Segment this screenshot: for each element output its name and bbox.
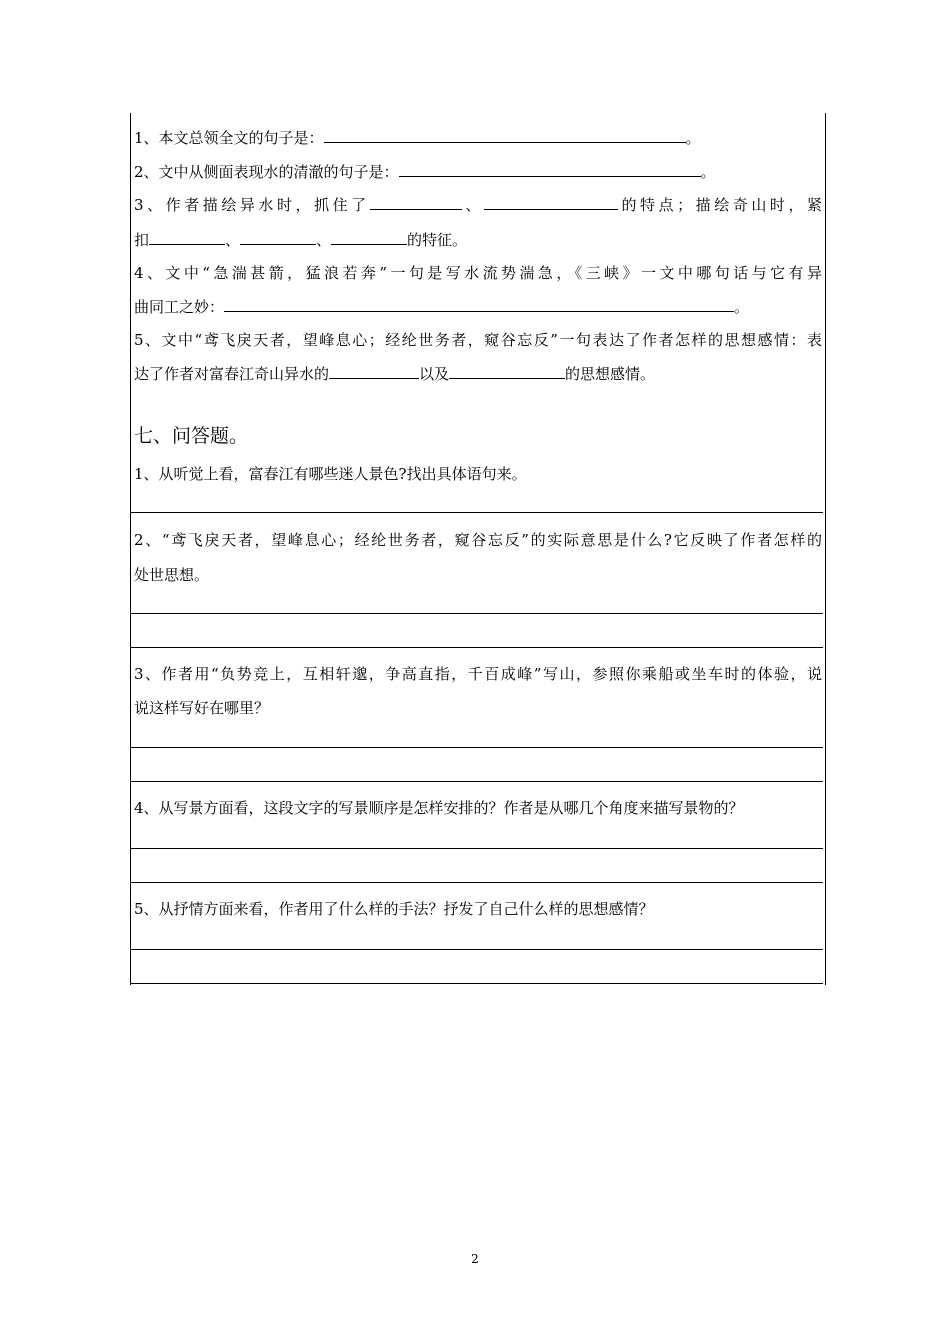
answer-line[interactable] [131, 647, 823, 648]
answer-blank[interactable] [240, 230, 316, 245]
fill-q5-line2: 达了作者对富春江奇山异水的 以及 的思想感情。 [134, 365, 656, 383]
section-title: 七、问答题。 [134, 425, 249, 447]
qa-q2-line2: 处世思想。 [134, 566, 210, 584]
qa-q1: 1、从听觉上看，富春江有哪些迷人景色?找出具体语句来。 [134, 465, 527, 483]
qa-q5: 5、从抒情方面来看，作者用了什么样的手法？抒发了自己什么样的思想感情？ [134, 900, 654, 918]
answer-line[interactable] [131, 781, 823, 782]
answer-line[interactable] [131, 882, 823, 883]
qa-q3-line2: 说这样写好在哪里？ [134, 699, 270, 717]
answer-blank[interactable] [149, 230, 225, 245]
answer-line[interactable] [131, 983, 823, 984]
page-number: 2 [471, 1252, 479, 1266]
answer-blank[interactable] [370, 195, 462, 210]
answer-blank[interactable] [329, 364, 419, 379]
fill-q3-line2: 扣 、 、 的特征。 [134, 231, 468, 249]
answer-line[interactable] [131, 512, 823, 513]
qa-q4: 4、从写景方面看，这段文字的写景顺序是怎样安排的？作者是从哪几个角度来描写景物的？ [134, 799, 744, 817]
fill-q4-line1: 4、文中“急湍甚箭，猛浪若奔”一句是写水流势湍急，《三峡》一文中哪句话与它有异 [134, 264, 822, 282]
answer-line[interactable] [131, 848, 823, 849]
qa-q2-line1: 2、“鸢飞戾天者，望峰息心；经纶世务者，窥谷忘反”的实际意思是什么?它反映了作者怎样的 [134, 531, 822, 549]
answer-blank[interactable] [224, 297, 734, 312]
answer-blank[interactable] [484, 195, 618, 210]
fill-q5-line1: 5、文中“鸢飞戾天者，望峰息心；经纶世务者，窥谷忘反”一句表达了作者怎样的思想感情：表 [134, 331, 822, 349]
answer-blank[interactable] [399, 162, 701, 177]
answer-line[interactable] [131, 613, 823, 614]
fill-q1: 1、本文总领全文的句子是： 。 [134, 129, 701, 147]
fill-q3-line1: 3、作者描绘异水时，抓住了 、 的特点；描绘奇山时，紧 [134, 196, 822, 214]
fill-q4-line2: 曲同工之妙： 。 [134, 298, 750, 316]
answer-blank[interactable] [331, 230, 407, 245]
answer-line[interactable] [131, 949, 823, 950]
fill-q2: 2、文中从侧面表现水的清澈的句子是： 。 [134, 163, 716, 181]
answer-line[interactable] [131, 747, 823, 748]
qa-q3-line1: 3、作者用“负势竞上，互相轩邈，争高直指，千百成峰”写山，参照你乘船或坐车时的体验，说 [134, 665, 822, 683]
answer-blank[interactable] [324, 128, 686, 143]
answer-blank[interactable] [449, 364, 565, 379]
